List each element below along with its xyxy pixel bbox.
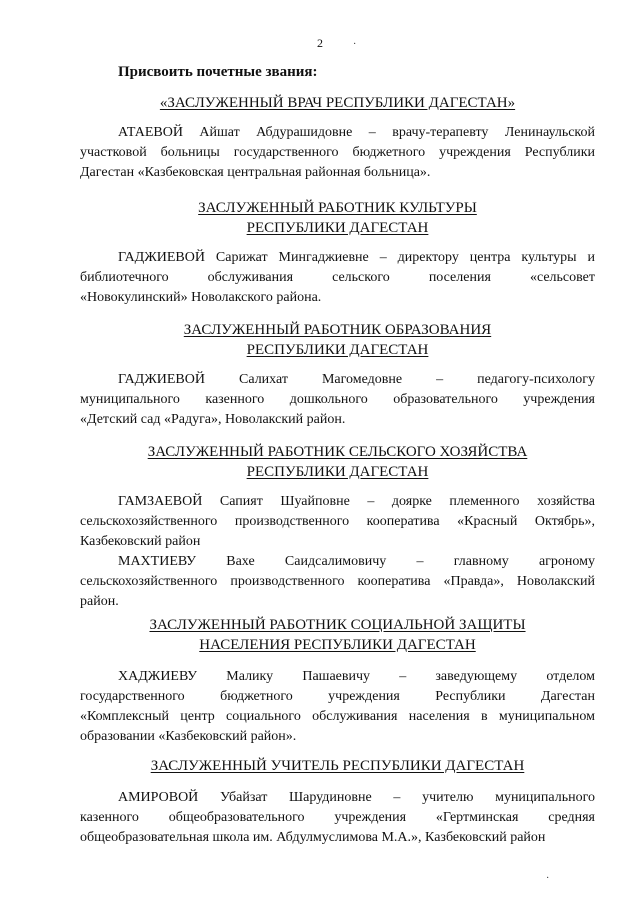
award-entry [80, 552, 595, 612]
award-text-line: ГАДЖИЕВОЙ Салихат Магомедовне – педагогу-психологу [118, 372, 595, 387]
award-section [80, 756, 595, 848]
award-entry [80, 667, 595, 747]
section-title-line: РЕСПУБЛИКИ ДАГЕСТАН [246, 464, 429, 480]
section-title-line: НАСЕЛЕНИЯ РЕСПУБЛИКИ ДАГЕСТАН [199, 637, 476, 653]
section-title [80, 756, 595, 776]
award-entry [80, 788, 595, 848]
award-text-line: муниципального казенного дошкольного образовательного учреждения [80, 392, 595, 407]
award-text-line: библиотечного обслуживания сельского поселения «сельсовет [80, 270, 595, 285]
award-text-line: сельскохозяйственного производственного кооператива «Правда», Новолакский [80, 574, 595, 589]
section-title-line: ЗАСЛУЖЕННЫЙ РАБОТНИК СОЦИАЛЬНОЙ ЗАЩИТЫ [149, 617, 526, 633]
scan-speck: · [546, 873, 550, 884]
award-section [80, 320, 595, 430]
award-text-line: район. [80, 594, 119, 609]
award-section [80, 198, 595, 308]
section-title-line: ЗАСЛУЖЕННЫЙ РАБОТНИК СЕЛЬСКОГО ХОЗЯЙСТВА [147, 444, 528, 460]
award-text-line: Дагестан «Казбековская центральная районная больница». [80, 165, 431, 180]
award-section [80, 93, 595, 183]
award-text-line: государственного бюджетного учреждения Республики Дагестан [80, 689, 595, 704]
award-entry [80, 370, 595, 430]
section-title [80, 93, 595, 113]
award-text-line: общеобразовательная школа им. Абдулмуслимова М.А.», Казбековский район [80, 830, 546, 845]
page-number: 2 [317, 36, 323, 50]
award-text-line: АМИРОВОЙ Убайзат Шарудиновне – учителю муниципального [118, 790, 595, 805]
section-title [80, 615, 595, 655]
section-title-line: «ЗАСЛУЖЕННЫЙ ВРАЧ РЕСПУБЛИКИ ДАГЕСТАН» [159, 95, 516, 111]
award-text-line: участковой больницы государственного бюджетного учреждения Республики [80, 145, 595, 160]
award-text-line: «Новокулинский» Новолакского района. [80, 290, 322, 305]
section-title-line: ЗАСЛУЖЕННЫЙ УЧИТЕЛЬ РЕСПУБЛИКИ ДАГЕСТАН [150, 758, 525, 774]
section-title-line: ЗАСЛУЖЕННЫЙ РАБОТНИК КУЛЬТУРЫ [198, 200, 477, 216]
award-text-line: ХАДЖИЕВУ Малику Пашаевичу – заведующему отделом [118, 669, 595, 684]
award-text-line: «Комплексный центр социального обслуживания населения в муниципальном [80, 709, 595, 724]
section-title [80, 442, 595, 482]
award-entry [80, 248, 595, 308]
award-text-line: АТАЕВОЙ Айшат Абдурашидовне – врачу-терапевту Ленинаульской [118, 125, 595, 140]
award-text-line: сельскохозяйственного производственного кооператива «Красный Октябрь», [80, 514, 595, 529]
intro-heading: Присвоить почетные звания: [118, 64, 318, 80]
award-text-line: «Детский сад «Радуга», Новолакский район. [80, 412, 346, 427]
award-entry [80, 492, 595, 552]
award-text-line: ГАДЖИЕВОЙ Сарижат Мингаджиевне – директору центра культуры и [118, 250, 595, 265]
award-section [80, 615, 595, 747]
award-text-line: образовании «Казбековский район». [80, 729, 297, 744]
section-title [80, 198, 595, 238]
award-text-line: ГАМЗАЕВОЙ Сапият Шуайповне – доярке племенного хозяйства [118, 494, 595, 509]
award-text-line: Казбековский район [80, 534, 201, 549]
section-title [80, 320, 595, 360]
section-title-line: ЗАСЛУЖЕННЫЙ РАБОТНИК ОБРАЗОВАНИЯ [183, 322, 492, 338]
scan-speck: · [353, 39, 357, 50]
award-section [80, 442, 595, 612]
section-title-line: РЕСПУБЛИКИ ДАГЕСТАН [246, 220, 429, 236]
section-title-line: РЕСПУБЛИКИ ДАГЕСТАН [246, 342, 429, 358]
award-entry [80, 123, 595, 183]
award-text-line: МАХТИЕВУ Вахе Саидсалимовичу – главному агроному [118, 554, 595, 569]
award-text-line: казенного общеобразовательного учреждения «Гертминская средняя [80, 810, 595, 825]
